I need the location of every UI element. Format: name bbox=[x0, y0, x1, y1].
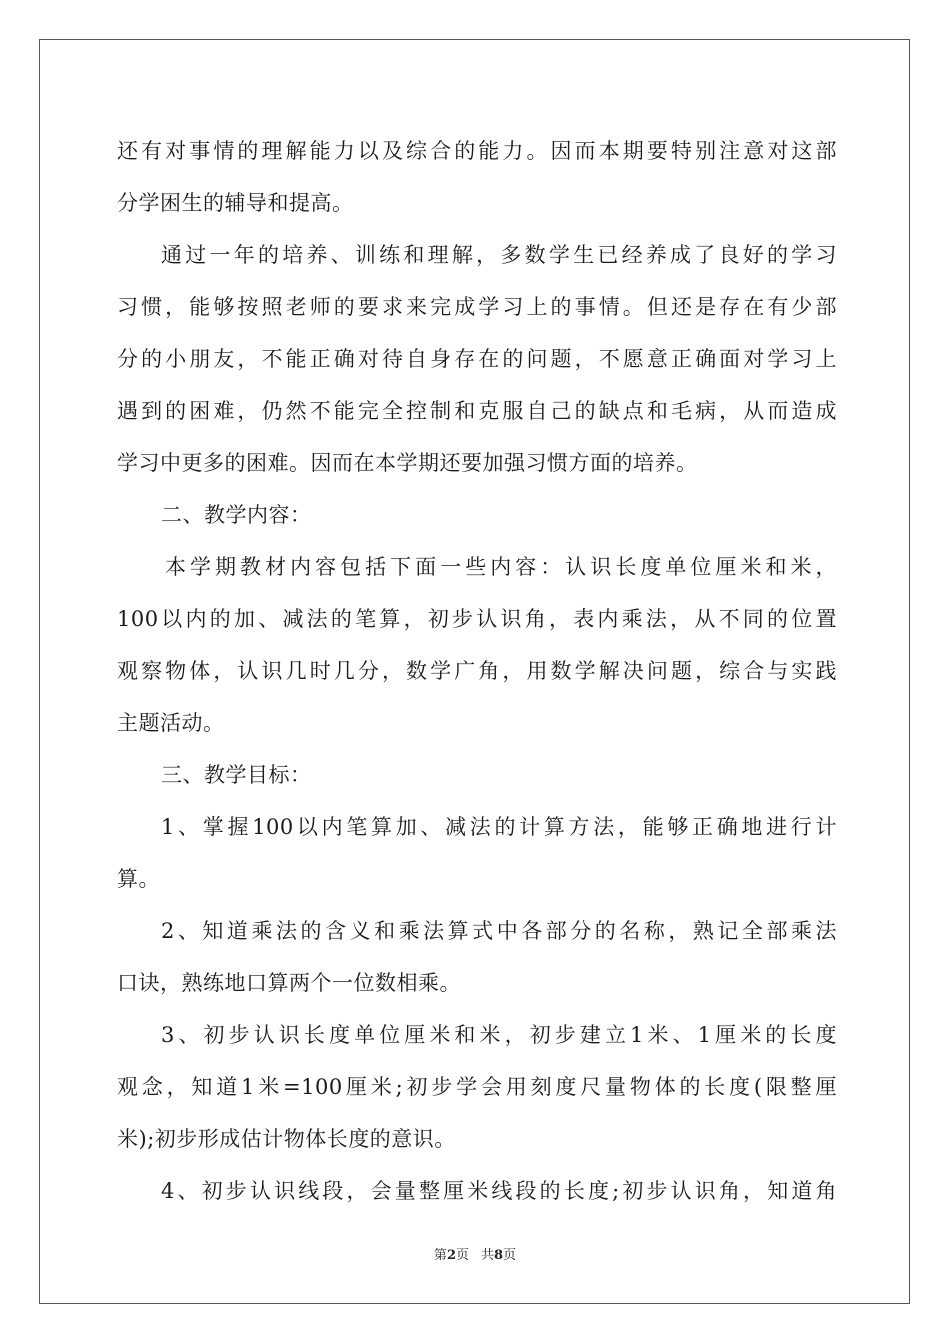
text-line: 4、初步认识线段，会量整厘米线段的长度;初步认识角，知道角 bbox=[161, 1179, 837, 1203]
text-line: 口诀，熟练地口算两个一位数相乘。 bbox=[117, 971, 461, 995]
text-line: 观念，知道1米=100厘米;初步学会用刻度尺量物体的长度(限整厘 bbox=[117, 1075, 837, 1099]
text-line: 1、掌握100以内笔算加、减法的计算方法，能够正确地进行计 bbox=[161, 815, 837, 839]
text-line: 学习中更多的困难。因而在本学期还要加强习惯方面的培养。 bbox=[117, 451, 698, 475]
page-number: 2 bbox=[446, 1248, 456, 1263]
text-line: 100以内的加、减法的笔算，初步认识角，表内乘法，从不同的位置 bbox=[117, 607, 837, 631]
text-line: 3、初步认识长度单位厘米和米，初步建立1米、1厘米的长度 bbox=[161, 1023, 837, 1047]
page-suffix: 页 bbox=[455, 1248, 469, 1263]
text-line: 算。 bbox=[117, 867, 160, 891]
document-body bbox=[117, 125, 837, 1217]
text-line: 习惯，能够按照老师的要求来完成学习上的事情。但还是存在有少部 bbox=[117, 295, 837, 319]
page-footer bbox=[0, 1244, 950, 1263]
text-line: 分的小朋友，不能正确对待自身存在的问题，不愿意正确面对学习上 bbox=[117, 347, 837, 371]
text-line: 主题活动。 bbox=[117, 711, 225, 735]
text-line: 观察物体，认识几时几分，数学广角，用数学解决问题，综合与实践 bbox=[117, 659, 837, 683]
text-line: 米);初步形成估计物体长度的意识。 bbox=[117, 1127, 456, 1151]
text-line: 本学期教材内容包括下面一些内容：认识长度单位厘米和米， bbox=[165, 555, 837, 579]
page-prefix: 第 bbox=[433, 1248, 447, 1263]
text-line: 遇到的困难，仍然不能完全控制和克服自己的缺点和毛病，从而造成 bbox=[117, 399, 837, 423]
total-prefix: 共 bbox=[481, 1248, 495, 1263]
text-line: 还有对事情的理解能力以及综合的能力。因而本期要特别注意对这部 bbox=[117, 139, 837, 163]
section-heading: 三、教学目标： bbox=[161, 763, 312, 787]
text-line: 通过一年的培养、训练和理解，多数学生已经养成了良好的学习 bbox=[161, 243, 837, 267]
total-suffix: 页 bbox=[503, 1248, 517, 1263]
total-pages: 8 bbox=[494, 1248, 504, 1263]
text-line: 2、知道乘法的含义和乘法算式中各部分的名称，熟记全部乘法 bbox=[161, 919, 837, 943]
text-line: 分学困生的辅导和提高。 bbox=[117, 191, 354, 215]
section-heading: 二、教学内容： bbox=[161, 503, 312, 527]
